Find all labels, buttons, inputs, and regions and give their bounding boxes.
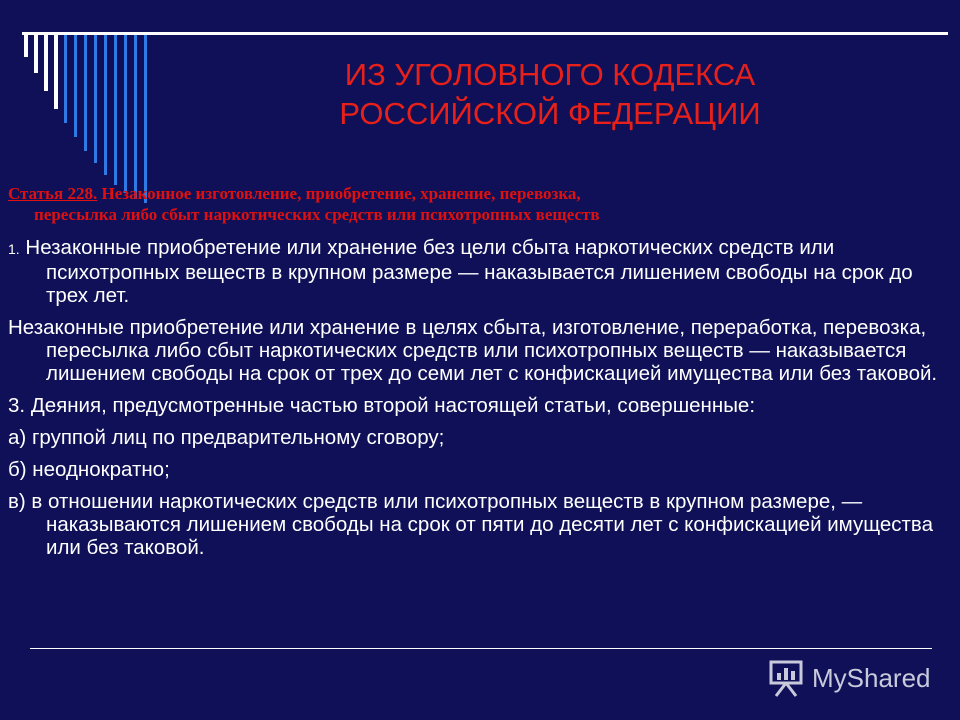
- body-paragraph: [8, 316, 953, 385]
- body-paragraph: [8, 426, 953, 449]
- decorative-stripe: [104, 35, 107, 175]
- decorative-stripe: [94, 35, 97, 163]
- watermark-logo: [768, 658, 931, 698]
- decorative-stripes: [24, 35, 164, 205]
- bottom-rule: [30, 648, 932, 649]
- slide-body: [8, 236, 953, 568]
- decorative-stripe: [44, 35, 48, 91]
- decorative-stripe: [64, 35, 67, 123]
- paragraph-text: Незаконные приобретение или хранение без цели сбыта наркотических средств или психотропных веществ в крупном размере — наказывается лишением свободы на срок до трех лет.: [25, 236, 913, 307]
- body-paragraph: [8, 394, 953, 417]
- body-paragraph: [8, 236, 953, 307]
- title-line-2: РОССИЙСКОЙ ФЕДЕРАЦИИ: [339, 96, 761, 131]
- article-heading-part2: пересылка либо сбыт наркотических средств или психотропных веществ: [34, 205, 600, 224]
- decorative-stripe: [74, 35, 77, 137]
- body-paragraph: [8, 490, 953, 559]
- article-heading-part1: Незаконное изготовление, приобретение, хранение, перевозка,: [97, 184, 581, 203]
- article-heading: [8, 183, 948, 225]
- paragraph-number: в): [8, 490, 26, 513]
- decorative-stripe: [134, 35, 137, 199]
- decorative-stripe: [84, 35, 87, 151]
- paragraph-text: Деяния, предусмотренные частью второй настоящей статьи, совершенные:: [30, 394, 756, 417]
- paragraph-text: неоднократно;: [32, 458, 170, 481]
- decorative-stripe: [34, 35, 38, 73]
- paragraph-text: Незаконные приобретение или хранение в целях сбыта, изготовление, переработка, перевозка, пересылка либо сбыт наркотических средств или психотропных веществ — наказывается лишением свободы на срок от трех до семи лет с конфискацией имущества или без таковой.: [8, 316, 938, 385]
- slide-title: [230, 55, 870, 133]
- decorative-stripe: [124, 35, 127, 193]
- decorative-stripe: [114, 35, 117, 185]
- article-number: Статья 228.: [8, 184, 98, 203]
- decorative-stripe: [144, 35, 147, 203]
- paragraph-number: а): [8, 426, 27, 449]
- paragraph-text: группой лиц по предварительному сговору;: [31, 426, 445, 449]
- paragraph-number: 3.: [8, 394, 26, 417]
- watermark-text: MyShared: [812, 662, 931, 693]
- paragraph-text: в отношении наркотических средств или психотропных веществ в крупном размере, — наказываются лишением свободы на срок от пяти до десяти лет с конфискацией имущества или без таковой.: [31, 490, 933, 559]
- presentation-board-icon: [768, 658, 806, 698]
- paragraph-number: б): [8, 458, 27, 481]
- title-line-1: ИЗ УГОЛОВНОГО КОДЕКСА: [344, 57, 756, 92]
- body-paragraph: [8, 458, 953, 481]
- paragraph-number: 1.: [8, 241, 20, 257]
- decorative-stripe: [24, 35, 28, 57]
- decorative-stripe: [54, 35, 58, 109]
